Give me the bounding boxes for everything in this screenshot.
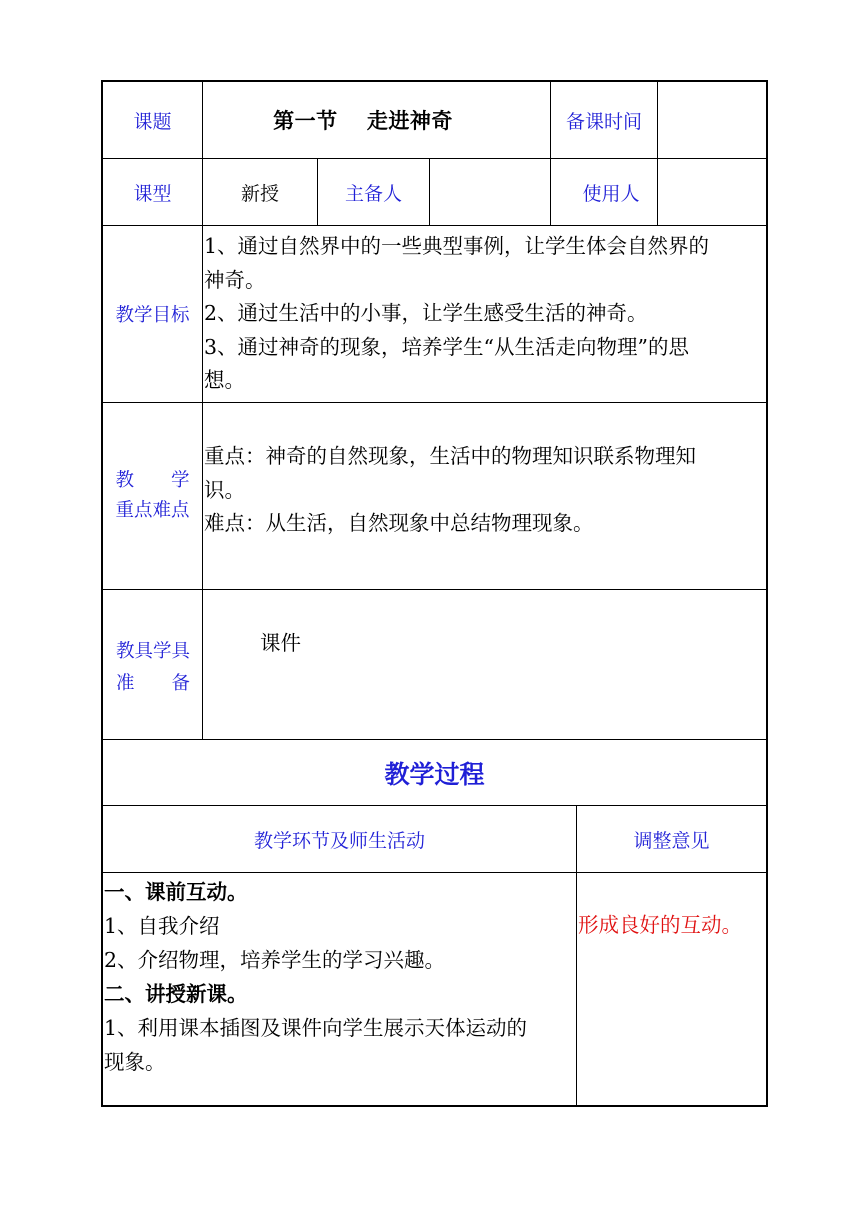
materials-label-line: 准 备 xyxy=(115,673,190,694)
activity-line: 2、介绍物理，培养学生的学习兴趣。 xyxy=(104,948,446,972)
section-heading: 二、讲授新课。 xyxy=(104,982,248,1006)
section-heading: 一、课前互动。 xyxy=(104,880,248,904)
type-label: 课型 xyxy=(133,182,172,205)
objectives-content xyxy=(204,230,770,398)
objective-line: 神奇。 xyxy=(204,267,266,292)
objective-line: 1、通过自然界中的一些典型事例，让学生体会自然界的 xyxy=(204,234,710,258)
subject-value: 第一节 走进神奇 xyxy=(273,109,453,133)
key-point-line: 识。 xyxy=(204,477,245,502)
objective-line: 2、通过生活中的小事，让学生感受生活的神奇。 xyxy=(204,301,648,325)
materials-label xyxy=(111,636,195,700)
activities-column-header: 教学环节及师生活动 xyxy=(253,829,425,852)
key-point-line: 重点：神奇的自然现象，生活中的物理知识联系物理知 xyxy=(204,444,696,468)
key-point-line: 难点：从生活，自然现象中总结物理现象。 xyxy=(204,511,594,535)
objectives-label: 教学目标 xyxy=(115,305,190,326)
main-preparer-label: 主备人 xyxy=(344,182,402,205)
activity-line: 现象。 xyxy=(104,1050,166,1074)
materials-value: 课件 xyxy=(260,631,301,655)
materials-label-line: 教具学具 xyxy=(115,641,190,662)
key-points-content xyxy=(204,440,770,541)
key-points-label xyxy=(103,466,202,526)
prep-time-value xyxy=(658,82,766,158)
user-value xyxy=(658,159,766,225)
objective-line: 想。 xyxy=(204,368,245,392)
type-value: 新授 xyxy=(240,182,279,205)
objective-line: 3、通过神奇的现象，培养学生“从生活走向物理”的思 xyxy=(204,334,690,359)
key-points-label-line: 教 学 xyxy=(115,470,190,491)
activities-content xyxy=(104,875,576,1079)
adjust-column-header: 调整意见 xyxy=(633,829,710,852)
subject-label: 课题 xyxy=(133,110,172,133)
user-label: 使用人 xyxy=(582,182,640,205)
activity-line: 1、利用课本插图及课件向学生展示天体运动的 xyxy=(104,1016,528,1040)
main-preparer-value xyxy=(430,159,550,225)
row-divider xyxy=(101,872,768,873)
activity-line: 1、自我介绍 xyxy=(104,914,220,938)
adjust-note: 形成良好的互动。 xyxy=(578,913,742,937)
process-title: 教学过程 xyxy=(384,759,485,789)
prep-time-label: 备课时间 xyxy=(565,110,642,133)
key-points-label-line: 重点难点 xyxy=(115,500,190,521)
